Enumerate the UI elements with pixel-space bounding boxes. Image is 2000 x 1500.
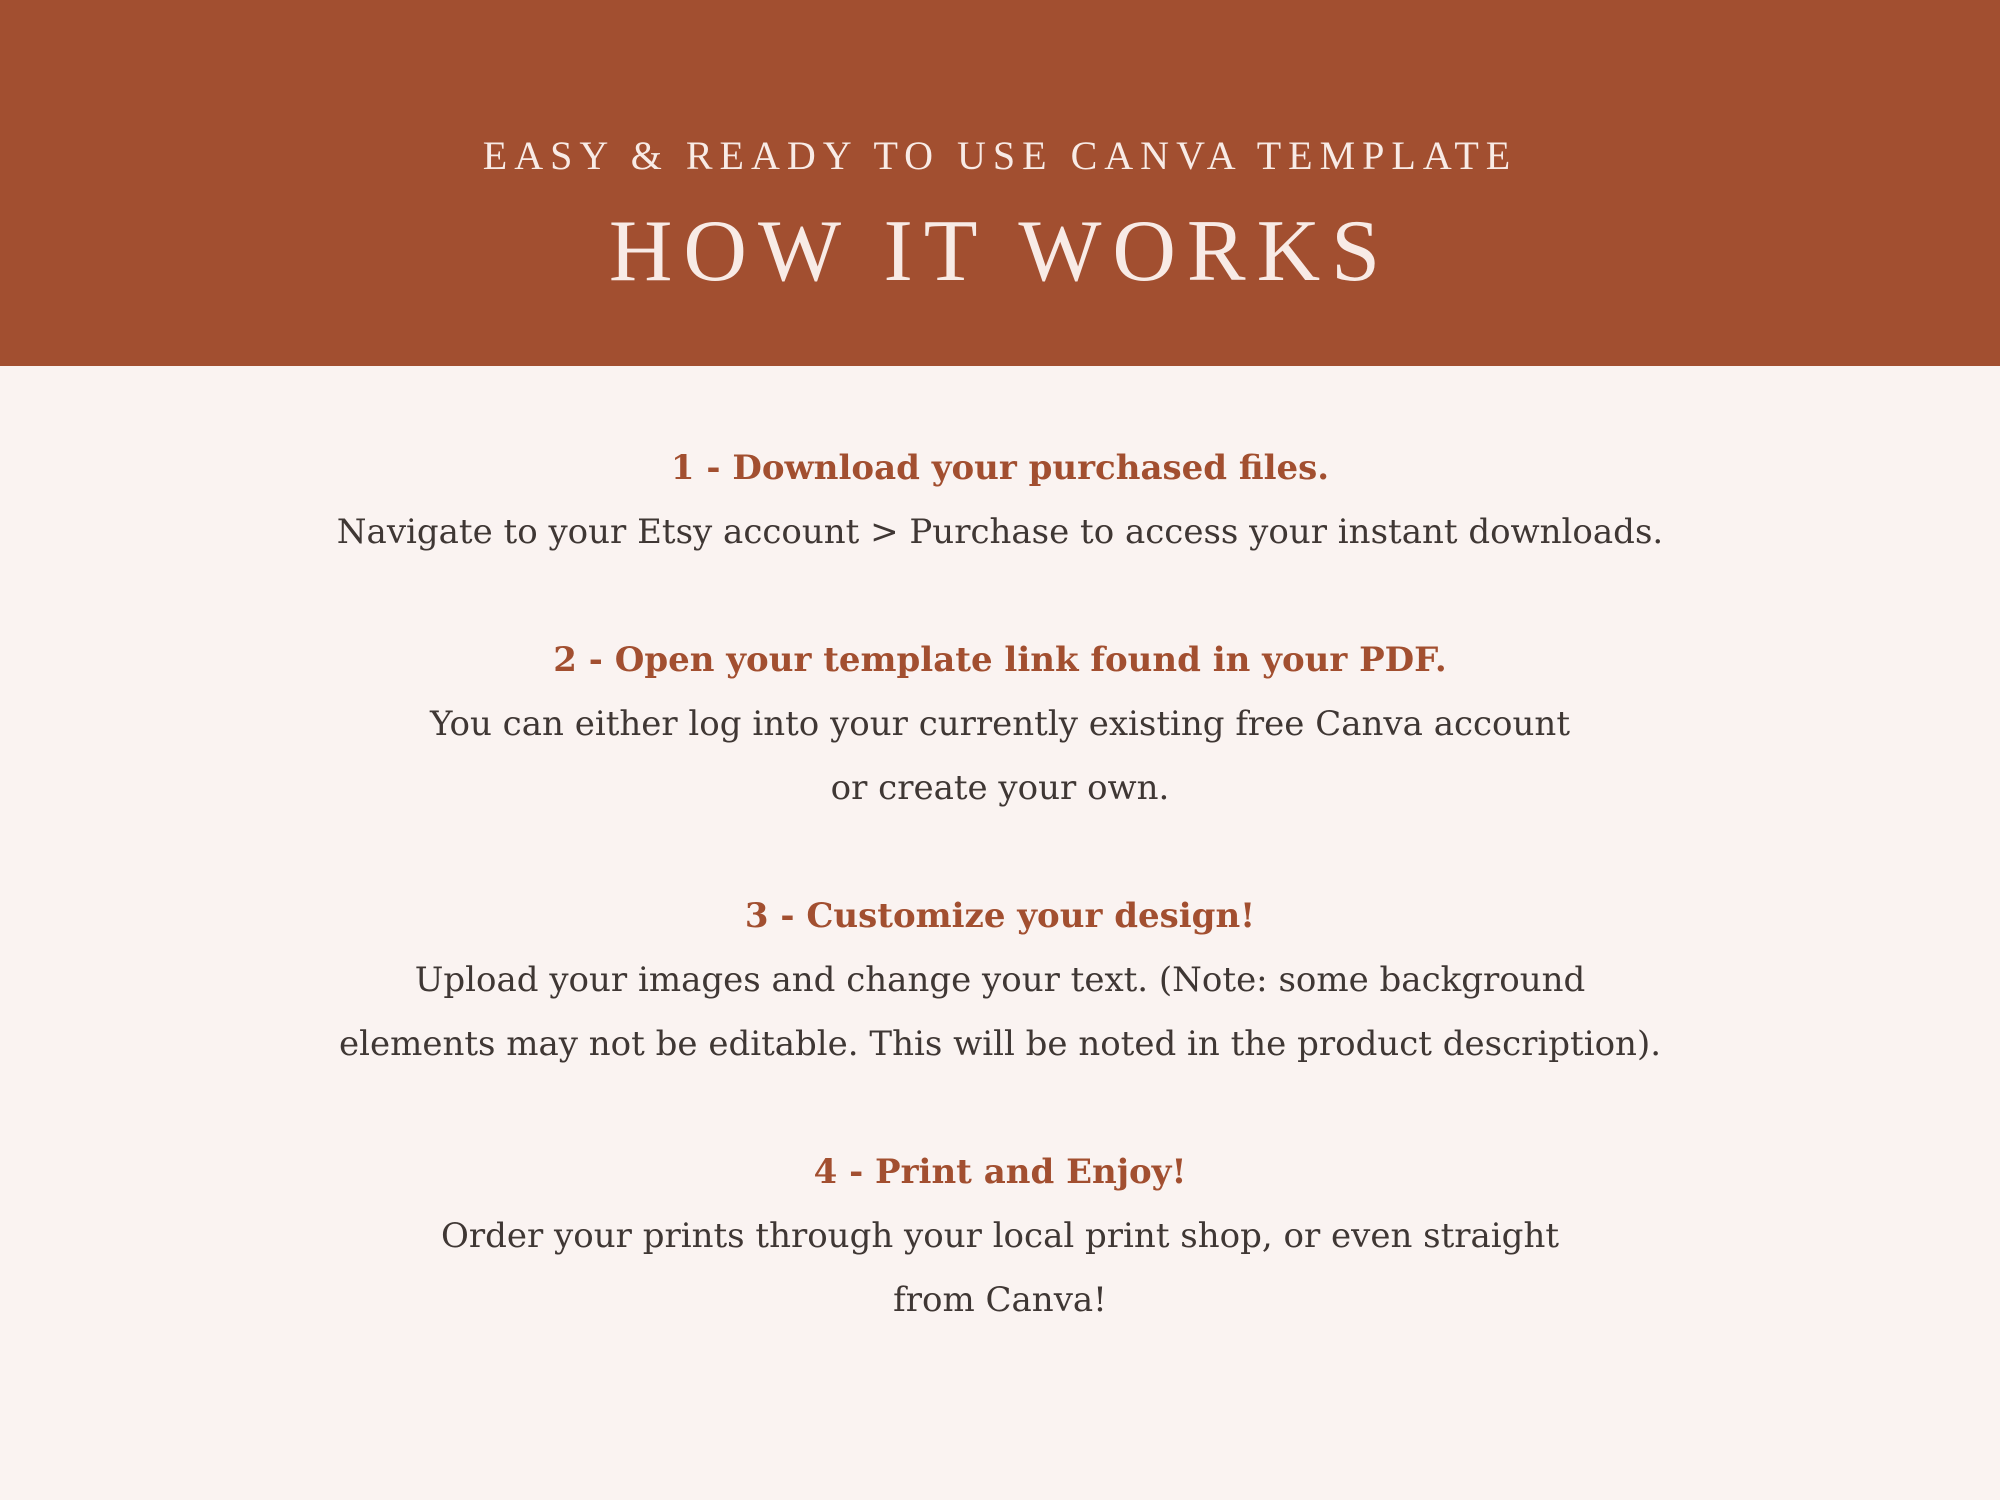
step-1-description-line-1: Navigate to your Etsy account > Purchase to access your instant downloads.: [336, 512, 1664, 552]
step-1-title: 1 - Download your purchased files.: [670, 448, 1330, 488]
header-eyebrow: EASY & READY TO USE CANVA TEMPLATE: [482, 133, 1518, 178]
step-3-title: 3 - Customize your design!: [744, 896, 1256, 936]
step-4-title: 4 - Print and Enjoy!: [813, 1152, 1187, 1192]
step-4-description-line-1: Order your prints through your local print shop, or even straight: [440, 1216, 1559, 1256]
step-4-description-line-2: from Canva!: [893, 1280, 1107, 1320]
step-2-title: 2 - Open your template link found in your PDF.: [553, 640, 1447, 680]
step-3-description-line-1: Upload your images and change your text. (Note: some background: [414, 960, 1586, 1000]
step-3-description-line-2: elements may not be editable. This will be noted in the product description).: [338, 1024, 1662, 1064]
step-2-description-line-2: or create your own.: [830, 768, 1170, 808]
page-title: HOW IT WORKS: [608, 203, 1392, 300]
step-2-description-line-1: You can either log into your currently existing free Canva account: [430, 704, 1570, 744]
